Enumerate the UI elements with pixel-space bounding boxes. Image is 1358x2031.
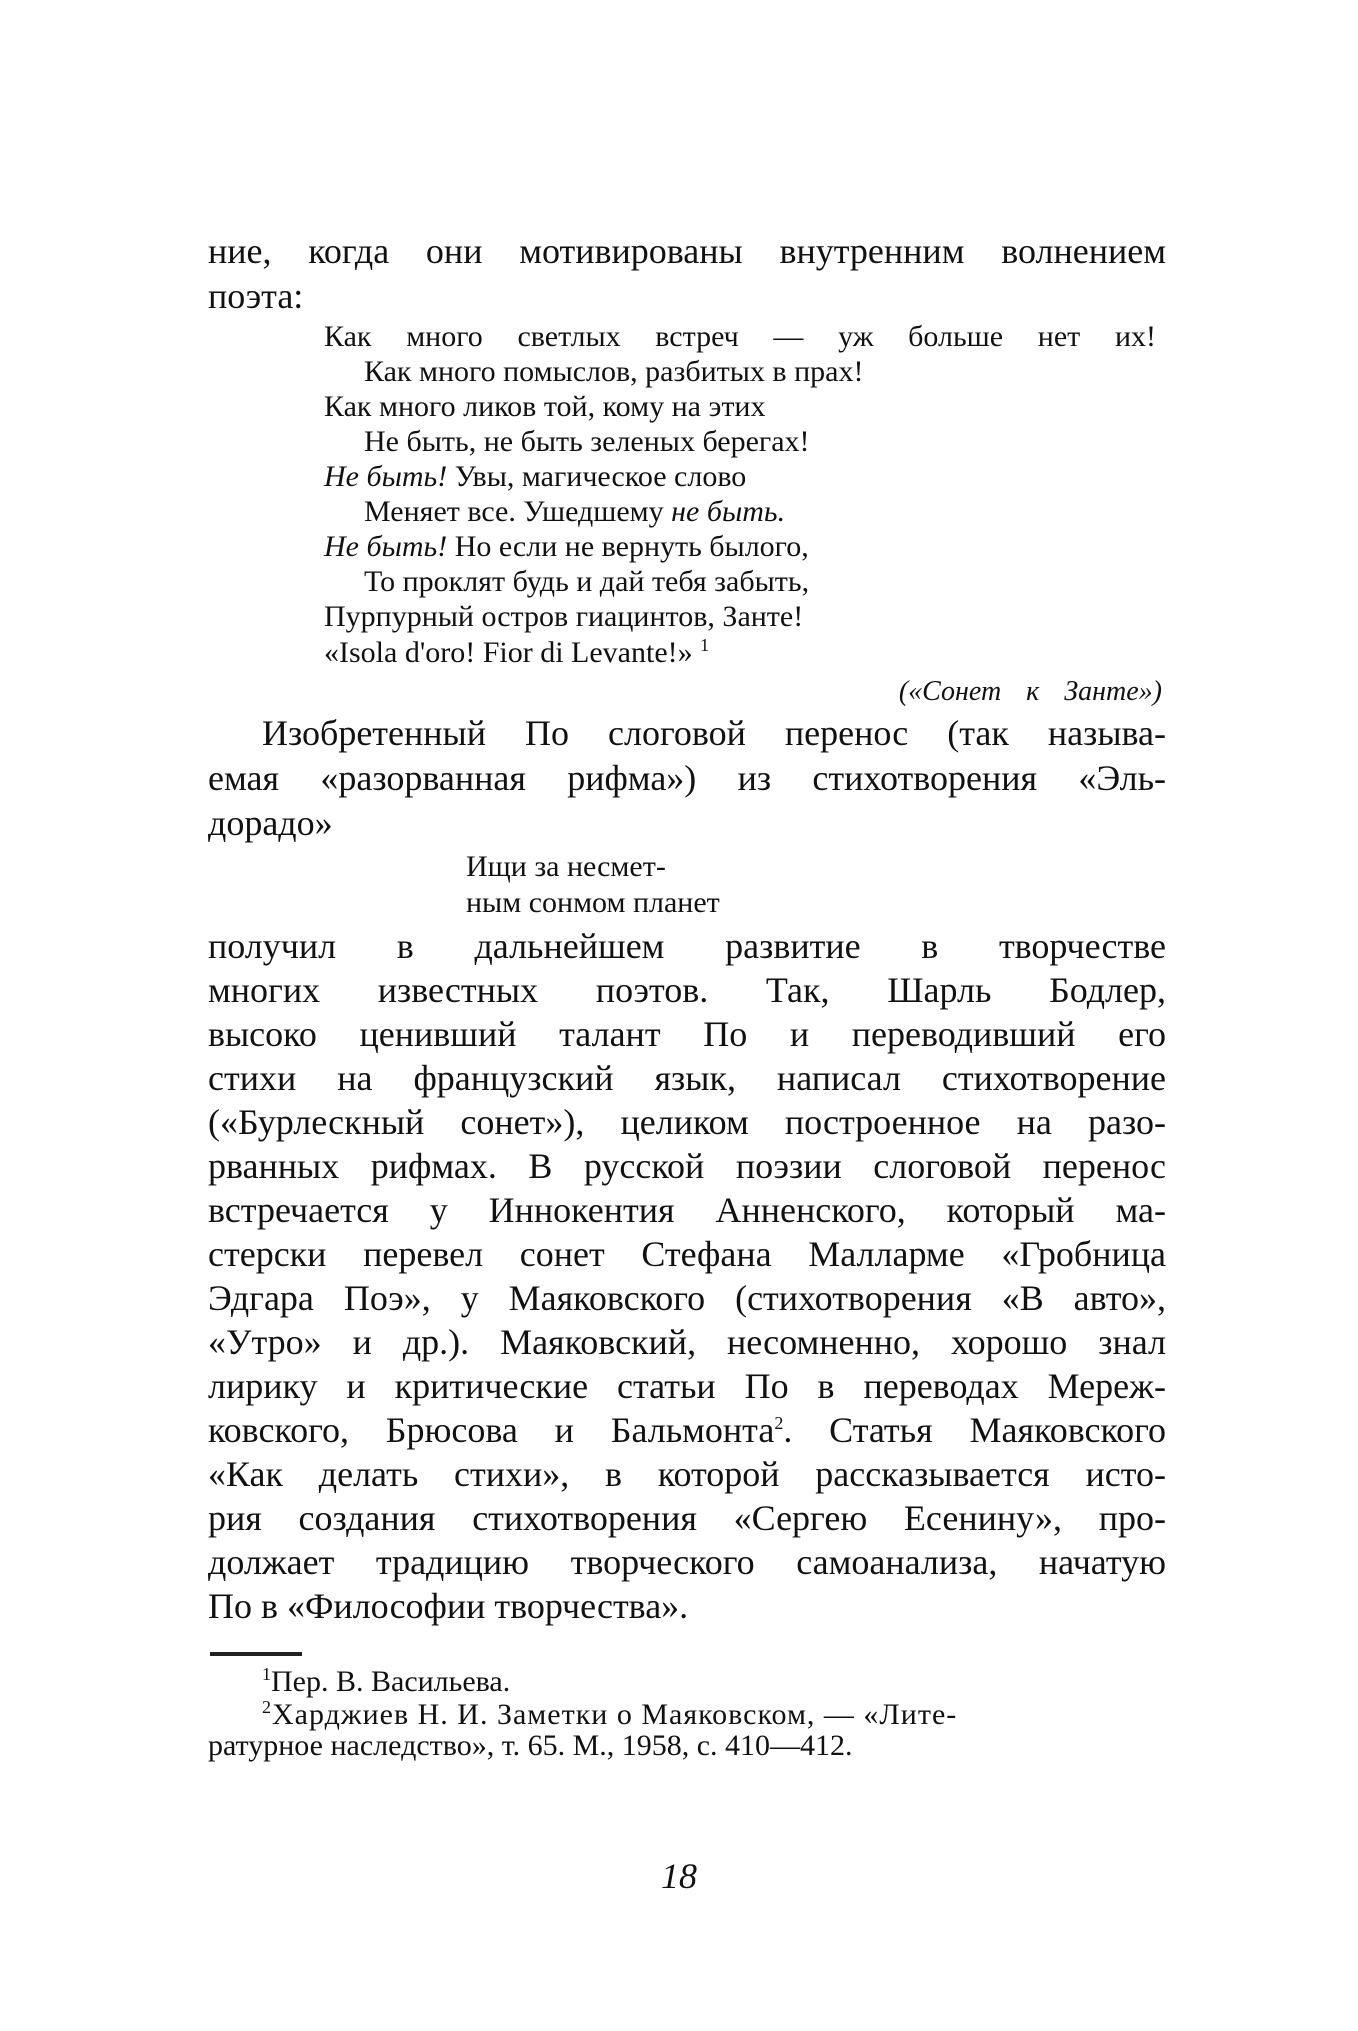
footnote-divider [210, 1652, 302, 1656]
body-line: «Утро» и др.). Маяковский, несомненно, хорошо знал [208, 1322, 1166, 1362]
body-line: Изобретенный По слоговой перенос (так называ- [262, 713, 1166, 753]
body-line: многих известных поэтов. Так, Шарль Бодлер, [208, 970, 1166, 1010]
body-line: По в «Философии творчества». [208, 1586, 689, 1626]
footnote-marker: 1 [700, 635, 710, 655]
body-line: рия создания стихотворения «Сергею Есенину», про- [208, 1498, 1166, 1538]
page-number: 18 [661, 1856, 697, 1896]
poem-line: Меняет все. Ушедшему не быть. [364, 495, 786, 528]
poem-line: Ищи за несмет- [466, 850, 666, 883]
poem-line: Не быть! Но если не вернуть былого, [324, 530, 809, 563]
body-line: ковского, Брюсова и Бальмонта$^2$. Статья Маяковского [208, 1410, 1166, 1450]
body-line: лирику и критические статьи По в переводах Мереж- [208, 1366, 1166, 1406]
footnote: ратурное наследство», т. 65. М., 1958, с. 410—412. [208, 1729, 853, 1762]
footnote: $^2$Харджиев Н. И. Заметки о Маяковском, — «Лите- [262, 1697, 958, 1731]
body-line: стерски перевел сонет Стефана Малларме «Гробница [208, 1234, 1166, 1274]
body-line: Эдгара Поэ», у Маяковского (стихотворения «В авто», [208, 1278, 1166, 1318]
poem-attribution: («Сонет к Занте») [898, 676, 1162, 707]
body-line: емая «разорванная рифма») из стихотворения «Эль- [208, 758, 1166, 798]
poem-line: Не быть, не быть зеленых берегах! [364, 425, 810, 458]
body-line: дорадо» [208, 803, 333, 843]
footnote-marker: 1 [262, 1664, 271, 1684]
body-line: ние, когда они мотивированы внутренним волнением [208, 231, 1166, 271]
body-line: «Как делать стихи», в которой рассказывается исто- [208, 1454, 1166, 1494]
body-line: поэта: [208, 276, 304, 316]
body-line: должает традицию творческого самоанализа, начатую [208, 1542, 1166, 1582]
body-line: встречается у Иннокентия Анненского, который ма- [208, 1190, 1166, 1230]
footnote-marker: 2 [262, 1697, 272, 1717]
body-line: высоко ценивший талант По и переводивший его [208, 1014, 1166, 1054]
poem-line: Как много ликов той, кому на этих [324, 390, 766, 423]
poem-line: Как много помыслов, разбитых в прах! [364, 355, 864, 388]
body-line: стихи на французский язык, написал стихотворение [208, 1058, 1166, 1098]
body-line: рванных рифмах. В русской поэзии слоговой перенос [208, 1146, 1166, 1186]
poem-line: Как много светлых встреч — уж больше нет их! [324, 320, 1156, 353]
poem-line: Пурпурный остров гиацинтов, Занте! [324, 600, 804, 633]
footnote-marker: 2 [774, 1413, 784, 1433]
body-line: получил в дальнейшем развитие в творчестве [208, 926, 1166, 966]
footnote: $^1$Пер. В. Васильева. [262, 1664, 511, 1698]
poem-line: «Isola d'oro! Fior di Levante!» $^1$ [324, 635, 710, 669]
poem-line: ным сонмом планет [466, 886, 720, 919]
poem-line: То проклят будь и дай тебя забыть, [364, 565, 810, 598]
body-line: («Бурлескный сонет»), целиком построенное на разо- [208, 1102, 1166, 1142]
poem-line: Не быть! Увы, магическое слово [324, 460, 747, 493]
